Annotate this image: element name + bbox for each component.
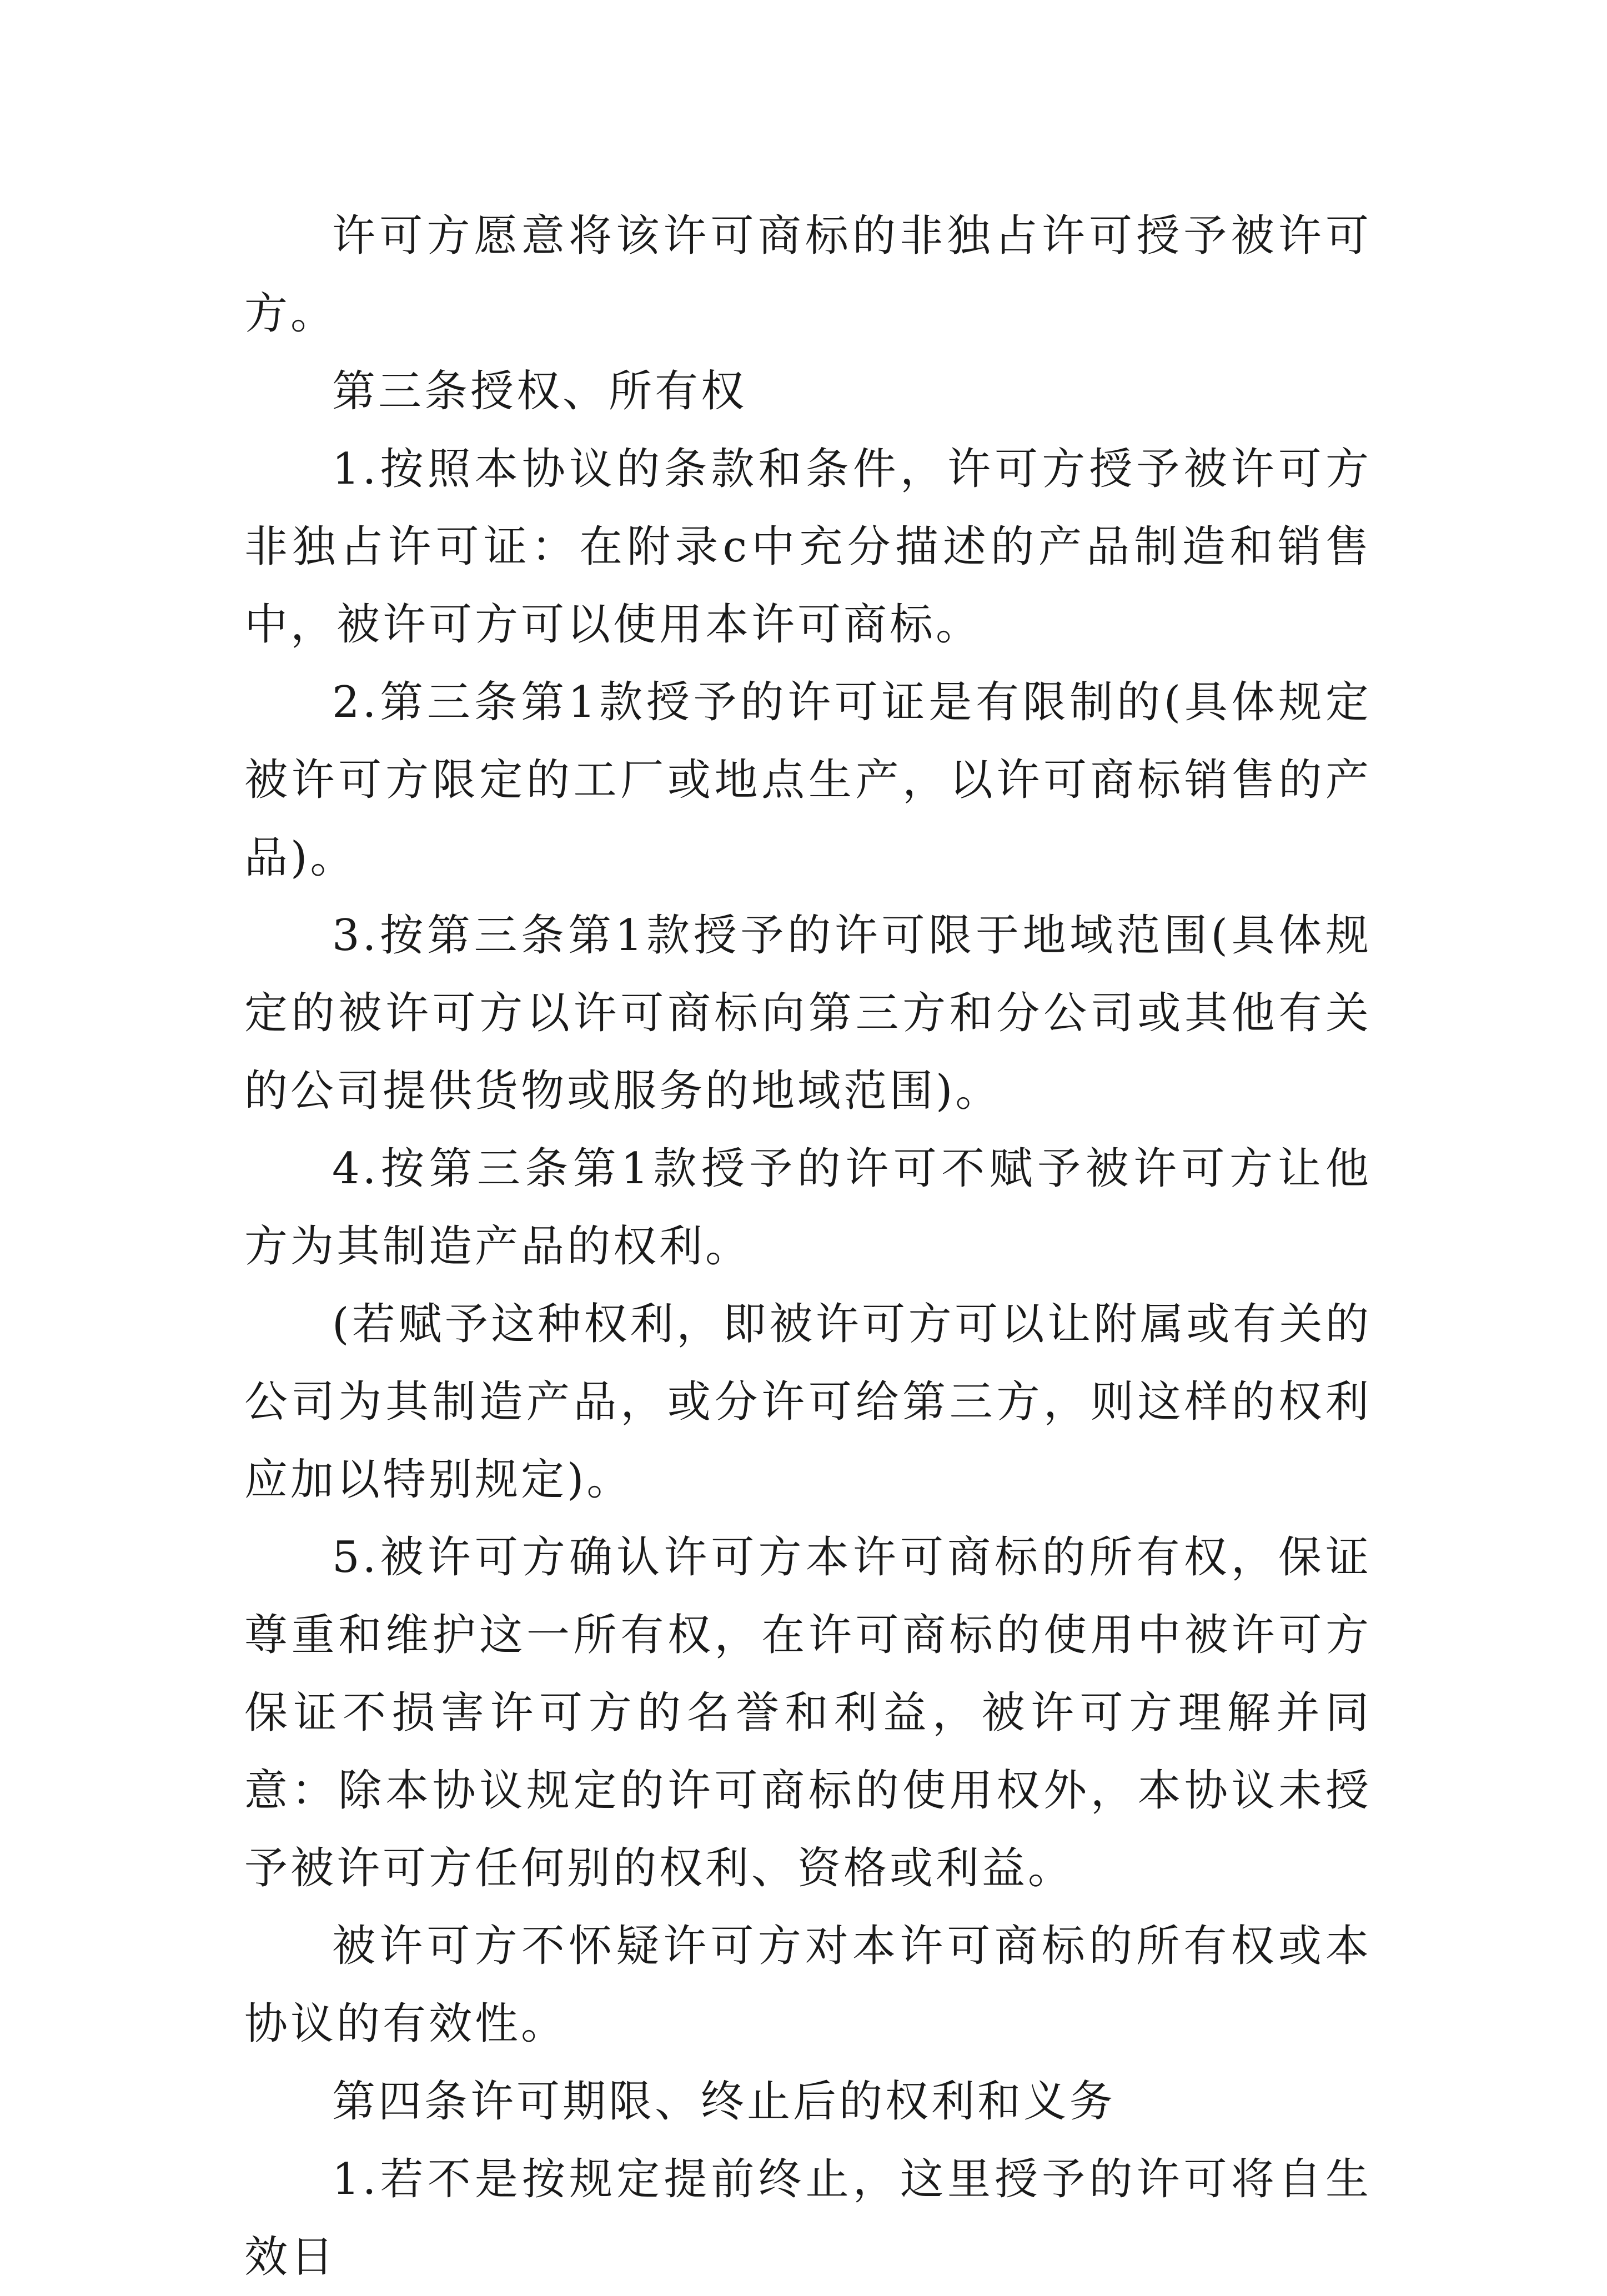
article-3-clause-4-note: (若赋予这种权利，即被许可方可以让附属或有关的公司为其制造产品，或分许可给第三方，则这样的权利应加以特别规定)。 (244, 1299, 1372, 1505)
article-3-heading: 第三条授权、所有权 (332, 366, 747, 416)
article-3-validity-paragraph: 被许可方不怀疑许可方对本许可商标的所有权或本协议的有效性。 (244, 1921, 1372, 2049)
article-4-heading: 第四条许可期限、终止后的权利和义务 (332, 2077, 1116, 2127)
article-3-clause-3: 3.按第三条第1款授予的许可限于地域范围(具体规定的被许可方以许可商标向第三方和分公司或其他有关的公司提供货物或服务的地域范围)。 (244, 911, 1372, 1116)
article-4-clause-1: 1.若不是按规定提前终止，这里授予的许可将自生效日 (244, 2154, 1372, 2282)
article-3-clause-4: 4.按第三条第1款授予的许可不赋予被许可方让他方为其制造产品的权利。 (244, 1144, 1372, 1272)
article-3-clause-5: 5.被许可方确认许可方本许可商标的所有权，保证尊重和维护这一所有权，在许可商标的使用中被许可方保证不损害许可方的名誉和利益，被许可方理解并同意：除本协议规定的许可商标的使用权外，本协议未授予被许可方任何别的权利、资格或利益。 (244, 1533, 1372, 1893)
article-3-clause-2: 2.第三条第1款授予的许可证是有限制的(具体规定被许可方限定的工厂或地点生产，以许可商标销售的产品)。 (244, 677, 1372, 883)
article-3-clause-1: 1.按照本协议的条款和条件，许可方授予被许可方非独占许可证：在附录c中充分描述的产品制造和销售中，被许可方可以使用本许可商标。 (244, 444, 1372, 650)
document-body (244, 197, 1372, 2296)
paragraph-license-grant: 许可方愿意将该许可商标的非独占许可授予被许可方。 (244, 211, 1372, 339)
